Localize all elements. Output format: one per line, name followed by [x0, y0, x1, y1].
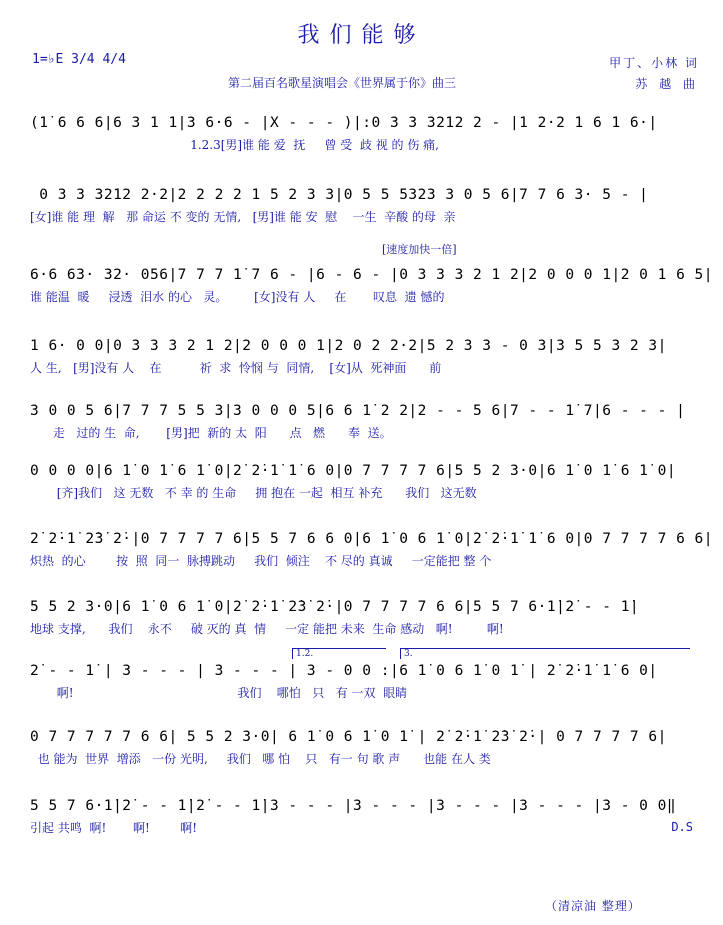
notation-line: 2̇ 2̇·1̇ 2̇3̇ 2̇·|0 7 7 7 7 6|5 5 7 6 6 0|6 1̇ 0 6 1̇ 0|2̇ 2̇·1̇ 1̇ 6 0|0 7 7 7 7 6 6|: [30, 531, 714, 547]
score-system-7: [30, 528, 714, 570]
score-system-8: [30, 596, 695, 638]
lyric-line: 啊! 我们 哪怕 只 有 一双 眼睛: [30, 686, 408, 700]
lyric-line: 也 能为 世界 增添 一份 光明, 我们 哪 怕 只 有一 句 歌 声 也能 在人 类: [30, 752, 491, 766]
notation-line: 5 5 2 3·0|6 1̇ 0 6 1̇ 0|2̇ 2̇·1̇ 2̇3̇ 2̇·|0 7 7 7 7 6 6|5 5 7 6·1̇|2̇ - - 1̇|: [30, 599, 640, 615]
notation-line: 0 0 0 0|6 1̇ 0 1̇ 6 1̇ 0|2̇ 2̇·1̇ 1̇ 6 0|0 7 7 7 7 6|5 5 2 3·0|6 1̇ 0 1̇ 6 1̇ 0|: [30, 463, 677, 479]
lyric-line: 引起 共鸣 啊! 啊! 啊!: [30, 821, 198, 835]
subtitle: 第二届百名歌星演唱会《世界属于你》曲三: [228, 76, 457, 90]
score-system-10: [30, 726, 695, 768]
transcriber-credit: （清凉油 整理）: [545, 899, 641, 913]
lyric-line: 走 过的 生 命, [男]把 新的 太 阳 点 燃 奉 送。: [30, 426, 392, 440]
composer: 苏 越 曲: [635, 77, 699, 91]
score-system-3: [30, 264, 714, 306]
lyric-line: 炽热 的心 按 照 同一 脉搏跳动 我们 倾注 不 尽的 真诚 一定能把 整 个: [30, 554, 492, 568]
lyric-line: 1.2.3[男]谁 能 爱 抚 曾 受 歧 视 的 伤 痛,: [30, 138, 439, 152]
score-system-6: [30, 460, 695, 502]
volta-bracket-first: 1.2.: [292, 648, 386, 659]
notation-line: 6·6 63· 32· 056|7 7 7 1̇ 7 6 - |6 - 6 - |0 3 3 3 2 1 2|2 0 0 0 1|2 0 1 6 5|: [30, 267, 714, 283]
lyric-line: [齐]我们 这 无数 不 幸 的 生命 拥 抱在 一起 相互 补充 我们 这无数: [30, 486, 477, 500]
score-system-9: [30, 660, 695, 702]
notation-line: 3 0 0 5 6|7 7 7 5 5 3|3 0 0 0 5|6 6 1̇ 2 2|2 - - 5 6|7 - - 1̇ 7|6 - - - |: [30, 403, 686, 419]
notation-line: 1 6· 0 0|0 3 3 3 2 1 2|2 0 0 0 1|2 0 2 2·2|5 2 3 3 - 0 3|3 5 5 3 2 3|: [30, 338, 667, 354]
key-signature: 1=♭E 3/4 4/4: [32, 52, 126, 67]
score-system-11: [30, 795, 695, 837]
lyric-line: [女]谁 能 理 解 那 命运 不 变的 无情, [男]谁 能 安 慰 一生 辛酸 的母 亲: [30, 210, 456, 224]
ending-mark: D.S: [671, 820, 693, 834]
notation-line: 5 5 7 6·1̇|2̇ - - 1̇|2̇ - - 1̇|3 - - - |3 - - - |3 - - - |3 - - - |3 - 0 0‖: [30, 798, 677, 814]
notation-line: 0 3 3 3212 2·2|2 2 2 2 1 5 2 3 3|0 5 5 5323 3 0 5 6|7 7 6 3· 5 - |: [30, 187, 649, 203]
notation-line: 2̇ - - 1̇ | 3 - - - | 3 - - - | 3 - 0 0 :|6 1̇ 0 6 1̇ 0 1̇ | 2̇ 2̇·1̇ 1̇ 6 0|: [30, 663, 658, 679]
score-system-5: [30, 400, 695, 442]
notation-line: 0 7 7 7 7 7 6 6| 5 5 2 3·0| 6 1̇ 0 6 1̇ 0 1̇ | 2̇ 2̇·1̇ 2̇3̇ 2̇·| 0 7 7 7 7 6|: [30, 729, 667, 745]
lyric-line: 谁 能温 暖 浸透 泪水 的心 灵。 [女]没有 人 在 叹息 遗 憾的: [30, 290, 445, 304]
score-system-4: [30, 335, 695, 377]
score-system-2: [30, 184, 695, 226]
notation-line: (1̇ 6 6 6|6 3 1 1|3 6·6 - |X - - - )|:0 3 3 3212 2 - |1 2·2 1 6 1 6·|: [30, 115, 658, 131]
score-system-1: [30, 112, 695, 154]
lyricist: 甲丁、小林 词: [609, 56, 699, 70]
song-title: 我们能够: [297, 23, 426, 48]
lyric-line: 人 生, [男]没有 人 在 祈 求 怜悯 与 同情, [女]从 死神面 前: [30, 361, 442, 375]
volta-bracket-third: 3.: [400, 648, 690, 659]
lyric-line: 地球 支撑, 我们 永不 破 灭的 真 情 一定 能把 未来 生命 感动 啊! 啊!: [30, 622, 504, 636]
tempo-mark: [速度加快一倍]: [382, 243, 457, 256]
